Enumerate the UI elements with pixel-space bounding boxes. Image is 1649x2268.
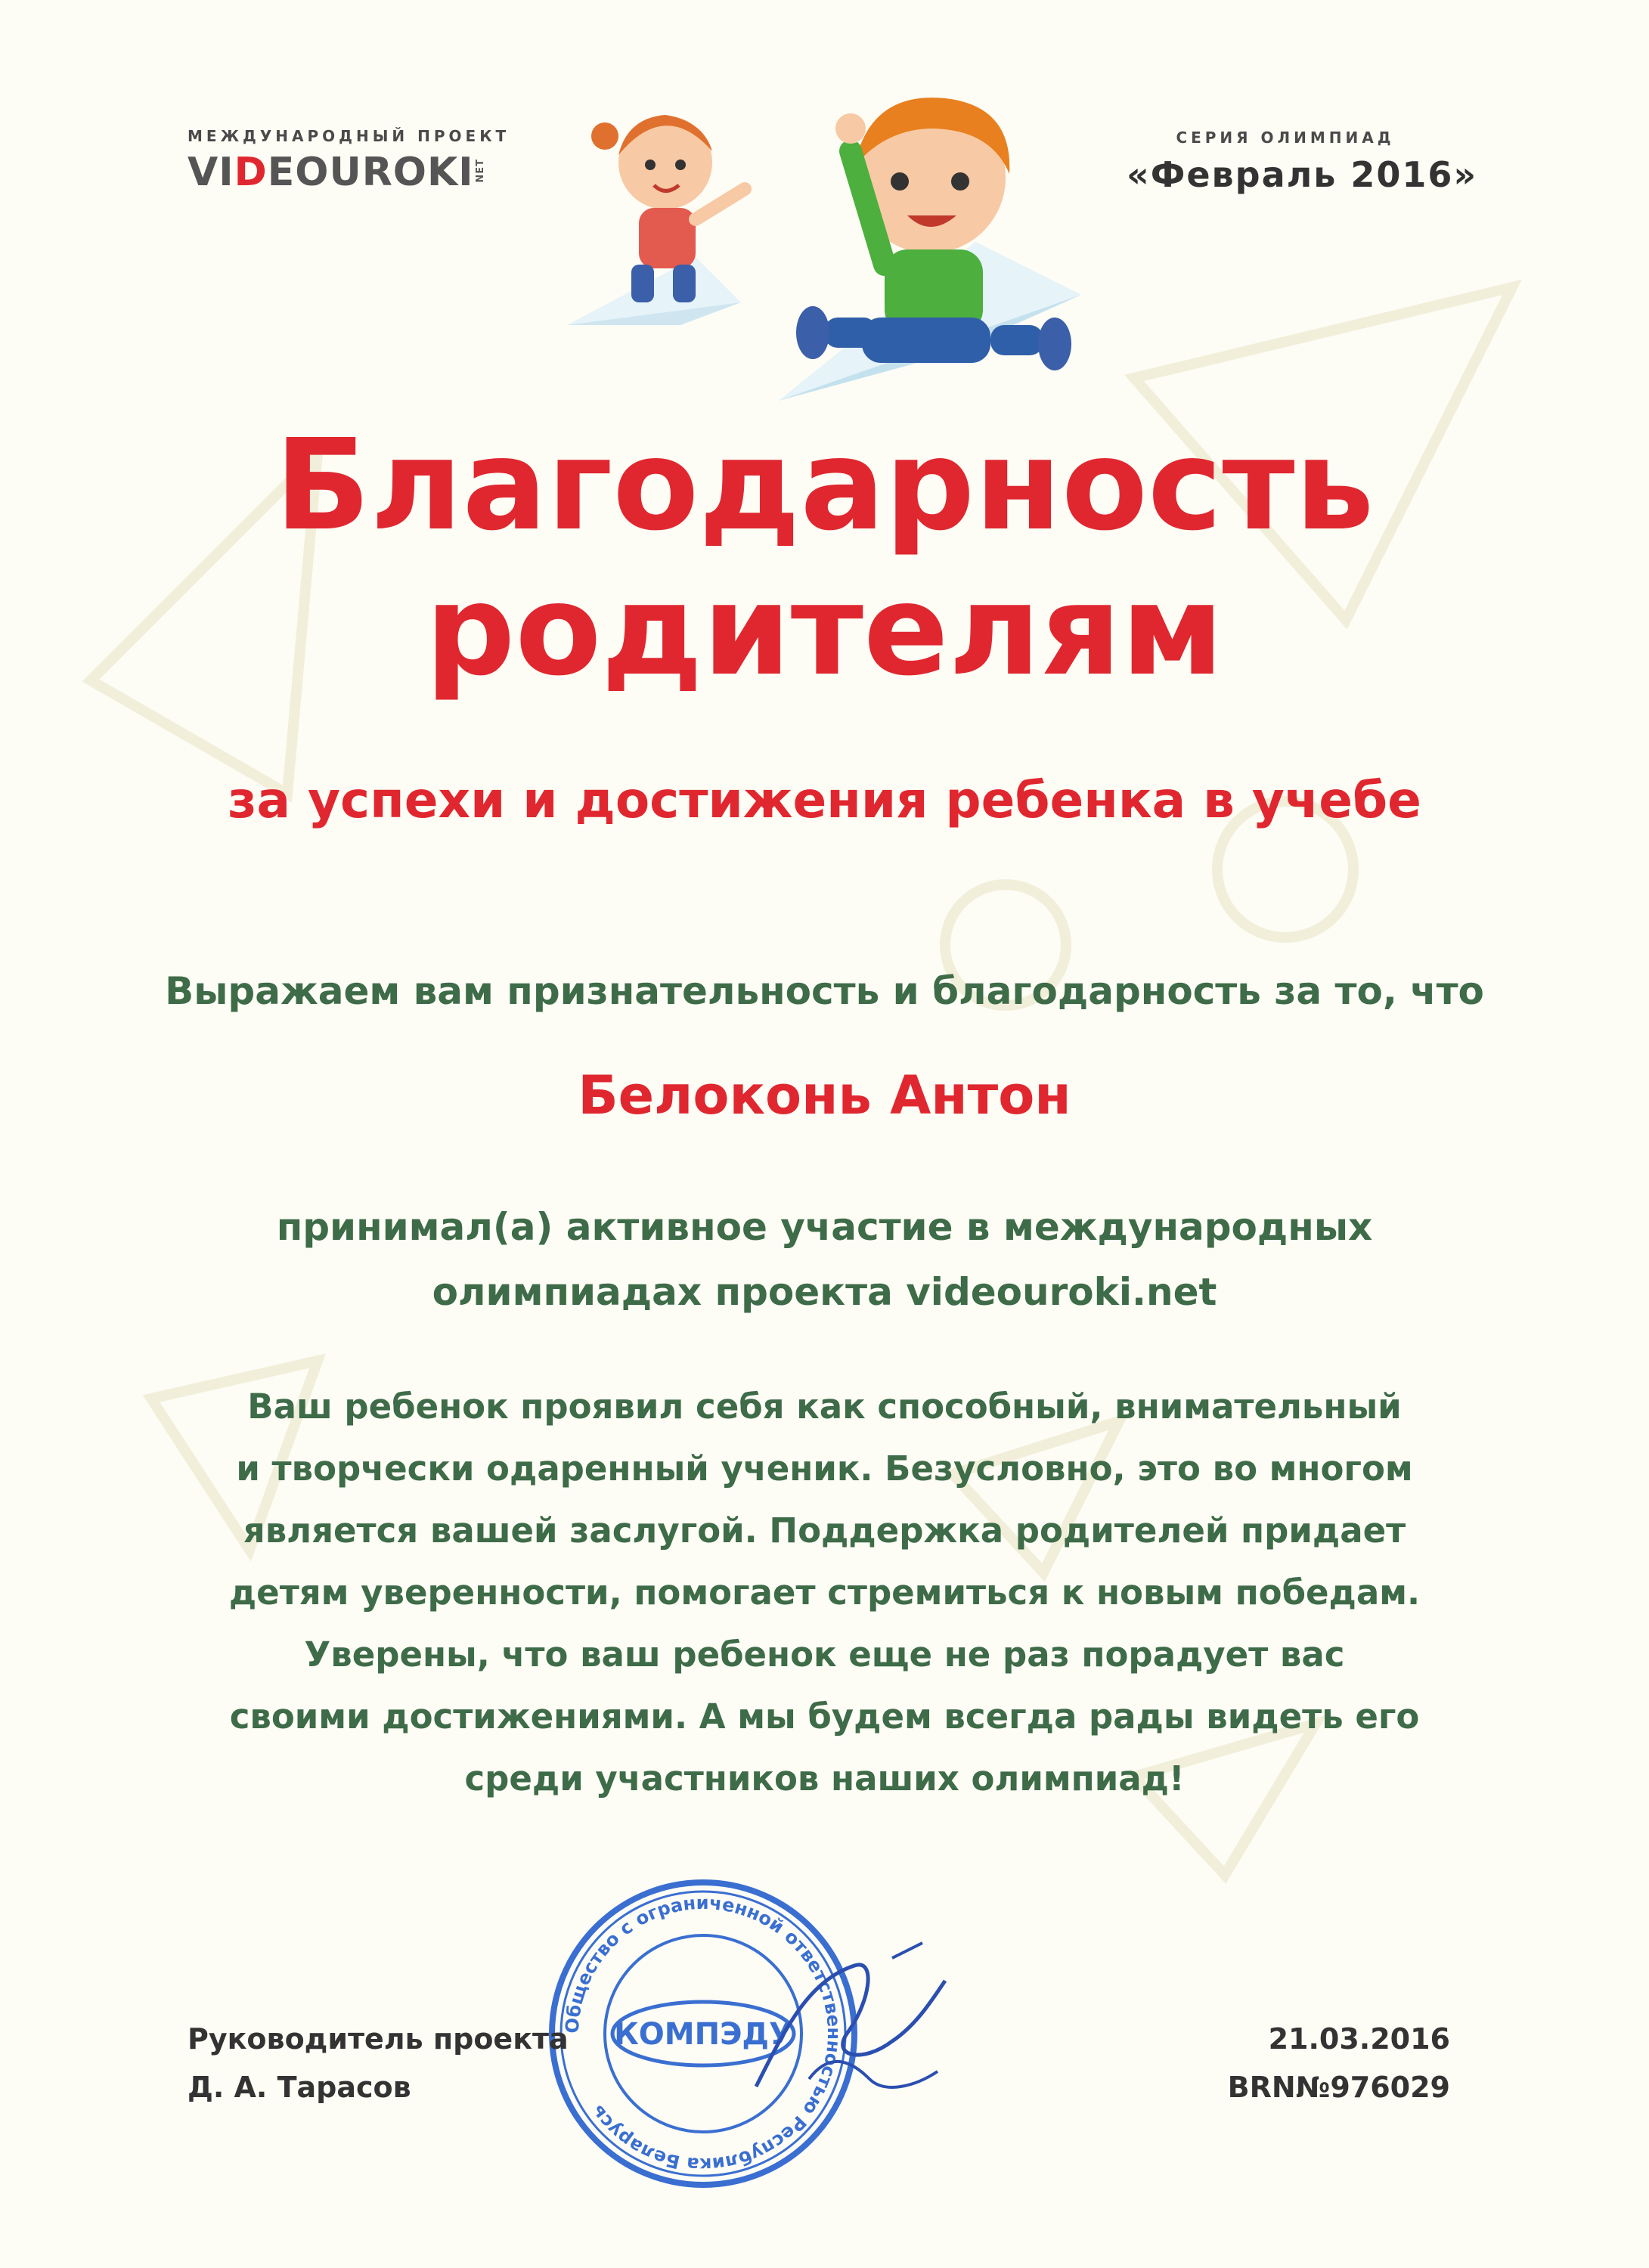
participation-text bbox=[0, 1194, 1649, 1325]
participation-line: олимпиадах проекта videouroki.net bbox=[432, 1270, 1217, 1314]
videouroki-logo bbox=[188, 150, 490, 195]
series-name: «Февраль 2016» bbox=[1127, 154, 1478, 195]
logo-tld: NET bbox=[475, 159, 486, 183]
logo-text-end: EOUROKI bbox=[267, 150, 474, 195]
issue-date: 21.03.2016 bbox=[1268, 2022, 1450, 2056]
recipient-name: Белоконь Антон bbox=[578, 1064, 1071, 1126]
signer-name: Д. А. Тарасов bbox=[188, 2071, 411, 2104]
stamp-center-text: КОМПЭДУ bbox=[614, 2017, 792, 2052]
registration-number: BRN№976029 bbox=[1227, 2071, 1450, 2104]
logo-text-start: VI bbox=[188, 150, 234, 195]
logo-text-accent: D bbox=[234, 150, 268, 195]
signer-block bbox=[188, 2015, 569, 2112]
stamp-ring-text: Общество с ограниченной ответственностью Республика Беларусь bbox=[561, 1892, 845, 2176]
kids-on-paper-planes-illustration bbox=[552, 76, 1096, 431]
intro-text: Выражаем вам признательность и благодарность за то, что bbox=[165, 969, 1484, 1013]
message-line: среди участников наших олимпиад! bbox=[464, 1758, 1185, 1799]
message-line: и творчески одаренный ученик. Безусловно, это во многом bbox=[236, 1448, 1413, 1489]
participation-line: принимал(а) активное участие в международных bbox=[276, 1205, 1373, 1249]
certificate-meta bbox=[1134, 2015, 1450, 2112]
series-header bbox=[1127, 129, 1478, 195]
project-header bbox=[188, 127, 510, 195]
message-line: своими достижениями. А мы будем всегда рады видеть его bbox=[229, 1696, 1420, 1737]
message-line: детям уверенности, помогает стремиться к новым победам. bbox=[228, 1572, 1421, 1613]
handwritten-signature-icon bbox=[741, 1935, 968, 2117]
project-caption: МЕЖДУНАРОДНЫЙ ПРОЕКТ bbox=[188, 127, 510, 145]
message-line: Уверены, что ваш ребенок еще не раз порадует вас bbox=[304, 1634, 1345, 1675]
series-caption: СЕРИЯ ОЛИМПИАД bbox=[1176, 129, 1395, 147]
subtitle: за успехи и достижения ребенка в учебе bbox=[228, 771, 1421, 829]
message-line: Ваш ребенок проявил себя как способный, внимательный bbox=[247, 1387, 1402, 1427]
message-text bbox=[0, 1376, 1649, 1810]
signer-role: Руководитель проекта bbox=[188, 2022, 569, 2056]
message-line: является вашей заслугой. Поддержка родителей придает bbox=[243, 1510, 1406, 1551]
title-line-2: родителям bbox=[425, 558, 1224, 704]
title-line-1: Благодарность bbox=[274, 413, 1375, 559]
